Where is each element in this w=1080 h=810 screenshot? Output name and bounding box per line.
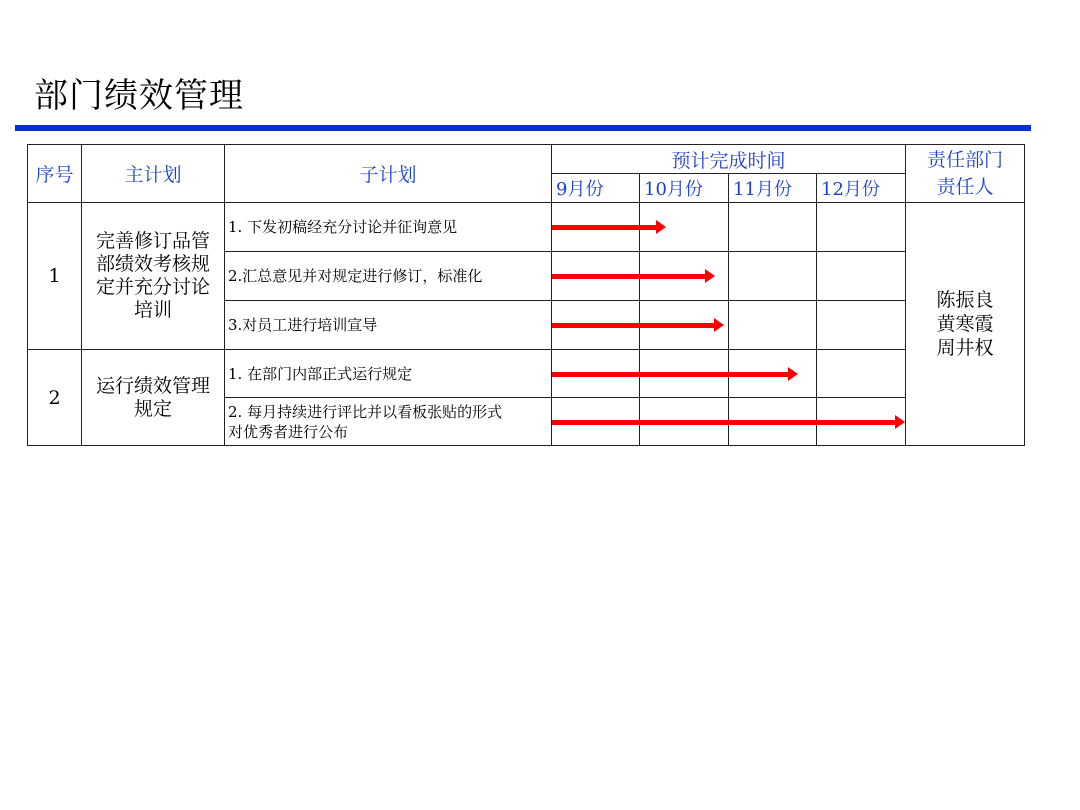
timeline-cell: [817, 398, 906, 446]
main-plan-line: 定并充分讨论: [95, 276, 210, 298]
title-divider: [15, 125, 1031, 131]
timeline-cell: [817, 252, 906, 301]
month-header: 9月份: [552, 174, 640, 203]
header-sub-plan: 子计划: [225, 145, 552, 203]
timeline-cell: [729, 252, 817, 301]
timeline-cell: [552, 203, 640, 252]
owner-name: 黄寒霞: [936, 313, 994, 335]
table-row: [28, 350, 1025, 398]
header-timeline: 预计完成时间: [552, 145, 906, 174]
timeline-cell: [817, 203, 906, 252]
sub-plan-line: 对优秀者进行公布: [228, 422, 349, 441]
month-header: 10月份: [640, 174, 729, 203]
sub-plan-cell: [225, 398, 552, 446]
timeline-cell: [552, 252, 640, 301]
timeline-cell: [552, 398, 640, 446]
timeline-cell: [729, 301, 817, 350]
timeline-cell: [640, 350, 729, 398]
row-index: 1: [28, 203, 82, 350]
row-index: 2: [28, 350, 82, 446]
sub-plan-line: 2. 每月持续进行评比并以看板张贴的形式: [228, 402, 503, 421]
plan-table: [27, 144, 1025, 446]
timeline-cell: [817, 301, 906, 350]
timeline-cell: [640, 203, 729, 252]
header-index: 序号: [28, 145, 82, 203]
timeline-cell: [817, 350, 906, 398]
main-plan-line: 规定: [133, 397, 172, 420]
header-owner-person: 责任人: [936, 175, 994, 198]
sub-plan-cell: 1. 下发初稿经充分讨论并征询意见: [225, 203, 552, 252]
header-main-plan: 主计划: [82, 145, 225, 203]
sub-plan-cell: 1. 在部门内部正式运行规定: [225, 350, 552, 398]
header-owner: [906, 145, 1025, 203]
main-plan-line: 运行绩效管理: [95, 374, 210, 397]
timeline-cell: [552, 350, 640, 398]
header-owner-dept: 责任部门: [927, 148, 1004, 171]
owner-name: 陈振良: [936, 289, 994, 311]
timeline-cell: [640, 252, 729, 301]
main-plan-cell: [82, 350, 225, 446]
timeline-cell: [729, 350, 817, 398]
main-plan-line: 完善修订品管: [95, 230, 210, 252]
timeline-cell: [640, 301, 729, 350]
main-plan-line: 培训: [133, 299, 172, 321]
sub-plan-cell: 2.汇总意见并对规定进行修订，标准化: [225, 252, 552, 301]
timeline-cell: [552, 301, 640, 350]
main-plan-cell: [82, 203, 225, 350]
timeline-cell: [640, 398, 729, 446]
timeline-cell: [729, 203, 817, 252]
page-title: 部门绩效管理: [34, 76, 244, 116]
month-header: 11月份: [729, 174, 817, 203]
sub-plan-cell: 3.对员工进行培训宣导: [225, 301, 552, 350]
timeline-cell: [729, 398, 817, 446]
owner-cell: [906, 203, 1025, 446]
month-header: 12月份: [817, 174, 906, 203]
owner-name: 周井权: [936, 337, 994, 359]
table-row: [28, 203, 1025, 252]
main-plan-line: 部绩效考核规: [95, 253, 210, 275]
